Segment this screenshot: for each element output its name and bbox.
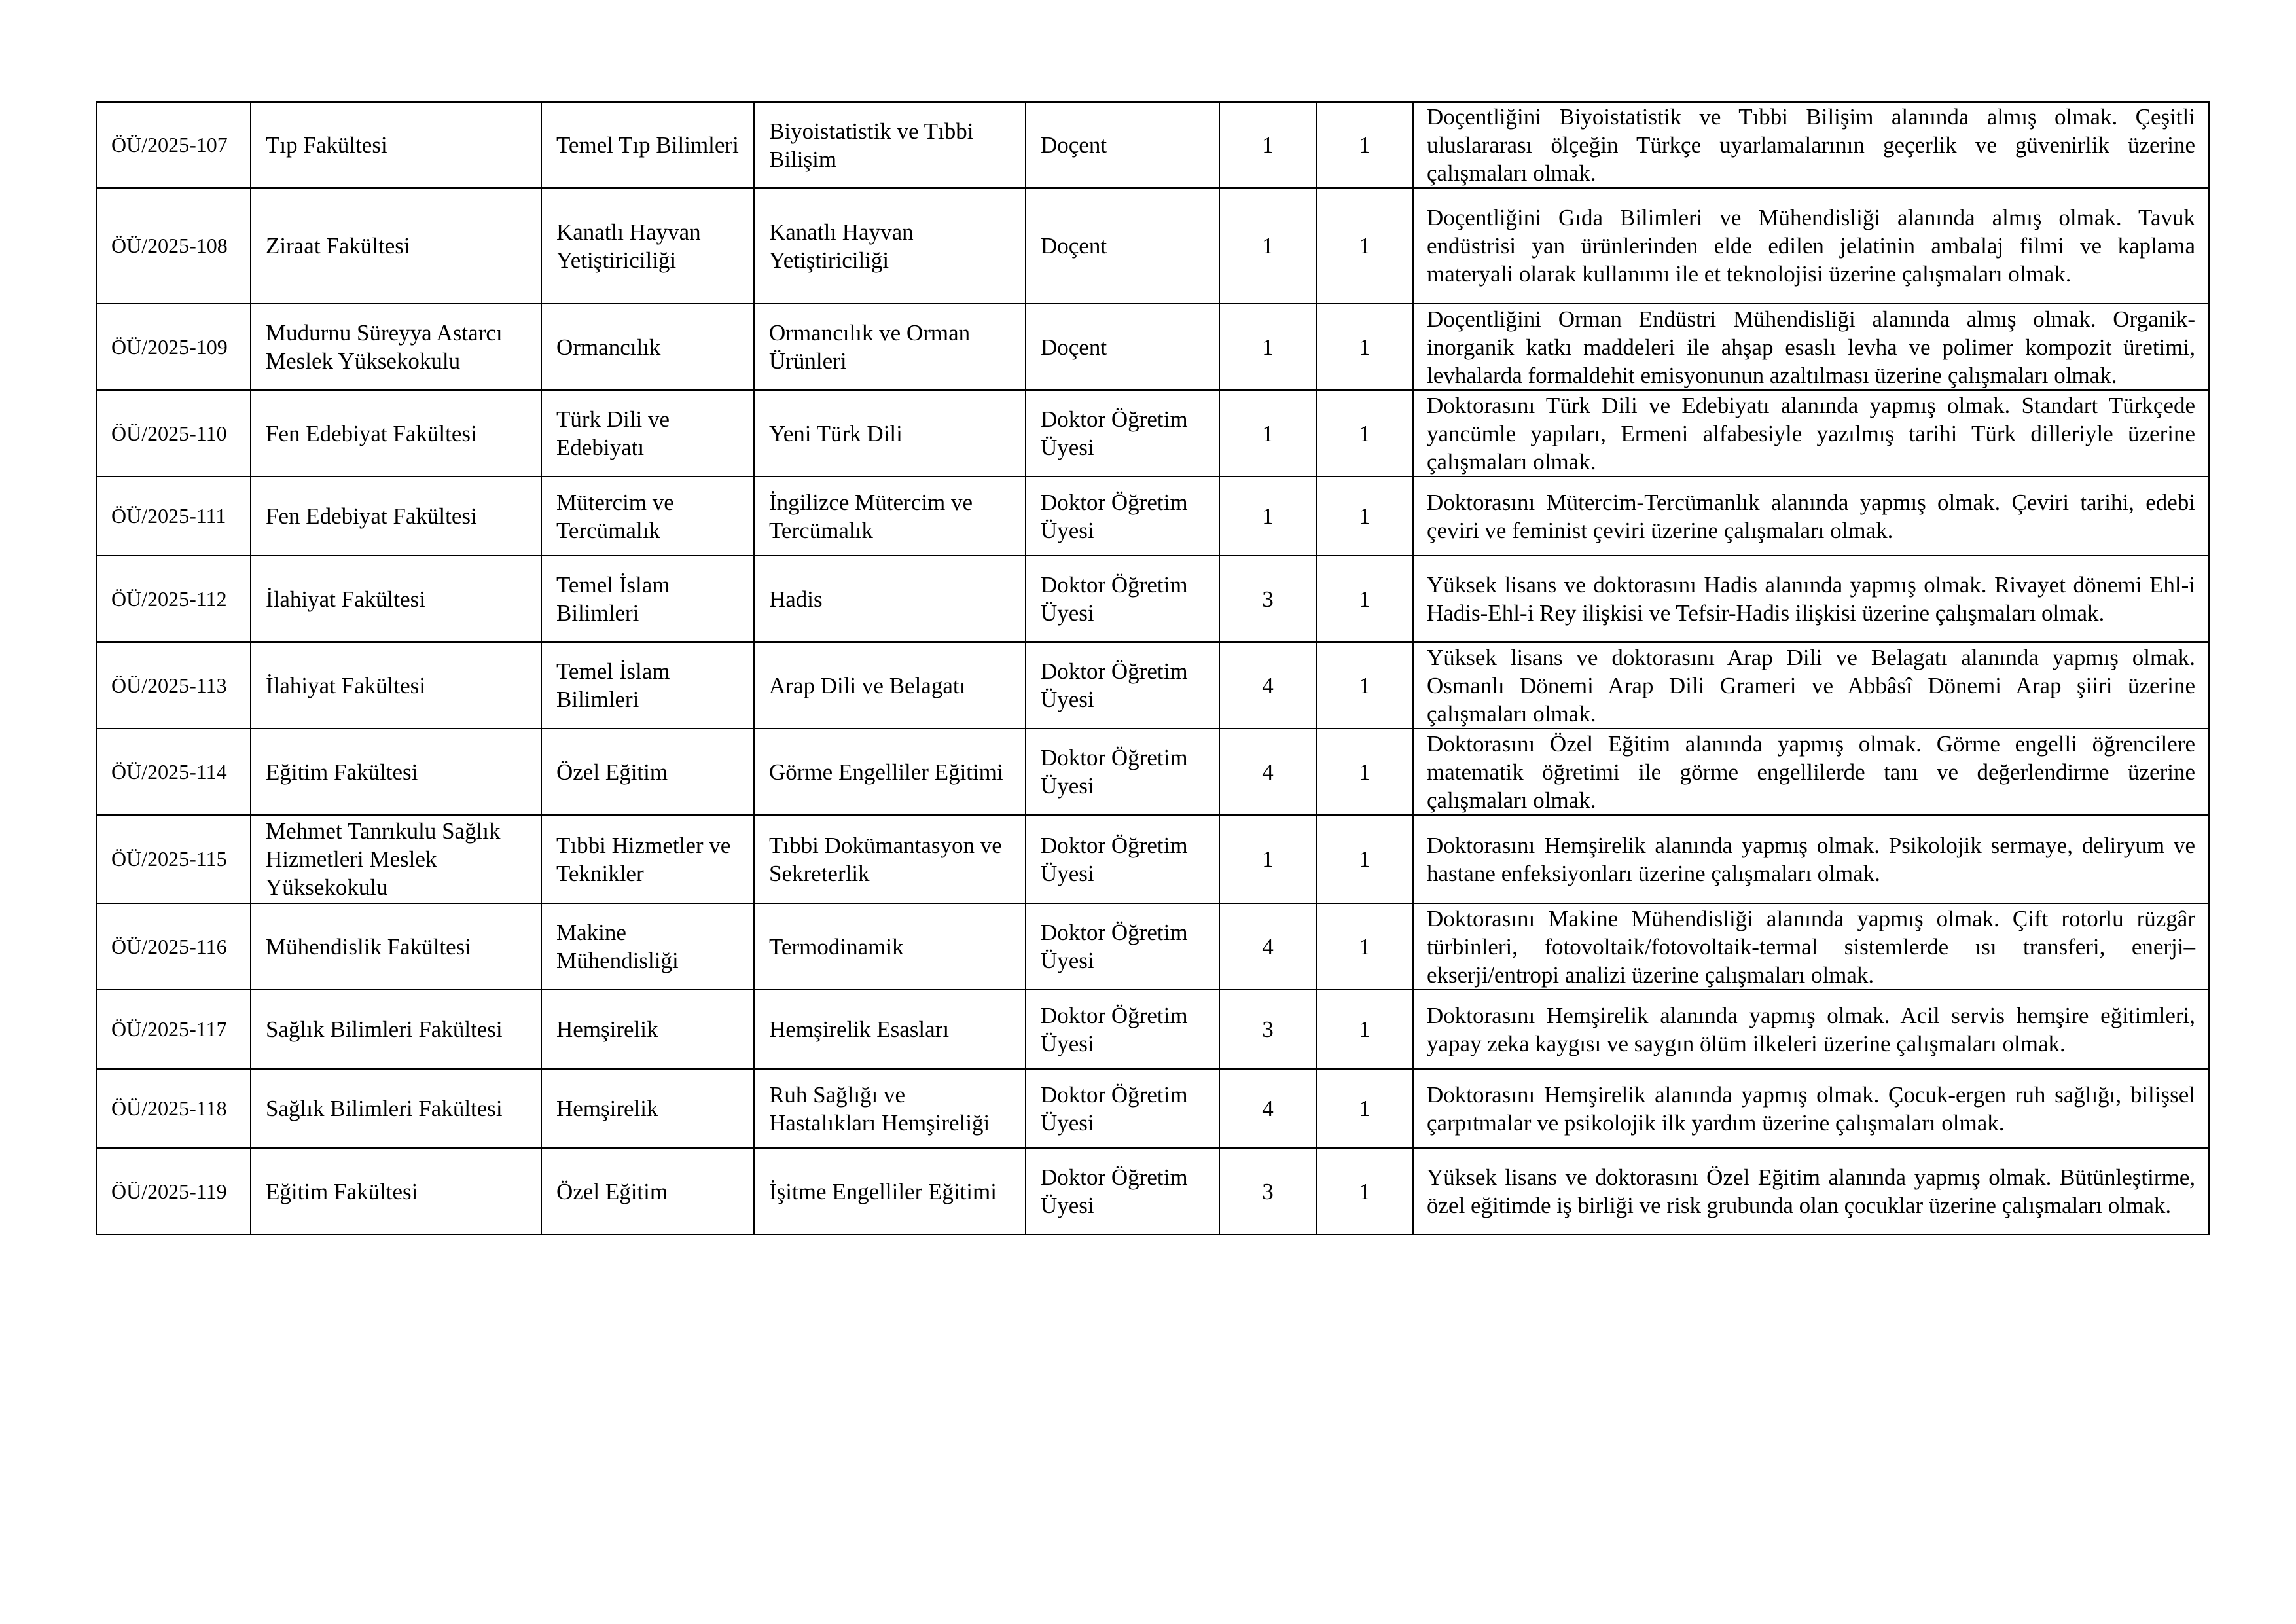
description-cell: Doktorasını Hemşirelik alanında yapmış olmak. Acil servis hemşire eğitimleri, yapay zeka kaygısı ve saygın ölüm ilkeleri üzerine çalışmaları olmak. bbox=[1413, 990, 2209, 1069]
faculty-cell: Eğitim Fakültesi bbox=[251, 729, 541, 815]
program-cell: Biyoistatistik ve Tıbbi Bilişim bbox=[754, 102, 1026, 188]
count-cell: 4 bbox=[1219, 642, 1316, 729]
description-cell: Yüksek lisans ve doktorasını Arap Dili ve Belagatı alanında yapmış olmak. Osmanlı Dönemi Arap Dili Grameri ve Abbâsî Dönemi Arap şiiri üzerine çalışmaları olmak. bbox=[1413, 642, 2209, 729]
count-cell: 1 bbox=[1219, 815, 1316, 903]
description-cell: Doktorasını Özel Eğitim alanında yapmış olmak. Görme engelli öğrencilere matematik öğretimi ile görme engellilerde tanı ve değerlendirme üzerine çalışmaları olmak. bbox=[1413, 729, 2209, 815]
position-code: ÖÜ/2025-115 bbox=[96, 815, 251, 903]
count-cell: 3 bbox=[1219, 990, 1316, 1069]
faculty-cell: Ziraat Fakültesi bbox=[251, 188, 541, 304]
program-cell: Arap Dili ve Belagatı bbox=[754, 642, 1026, 729]
position-code: ÖÜ/2025-119 bbox=[96, 1148, 251, 1235]
faculty-cell: Sağlık Bilimleri Fakültesi bbox=[251, 990, 541, 1069]
count-cell: 1 bbox=[1219, 477, 1316, 556]
count2-cell: 1 bbox=[1316, 390, 1413, 477]
count2-cell: 1 bbox=[1316, 102, 1413, 188]
faculty-cell: İlahiyat Fakültesi bbox=[251, 556, 541, 642]
table-row bbox=[96, 815, 2209, 903]
table-row bbox=[96, 642, 2209, 729]
position-code: ÖÜ/2025-118 bbox=[96, 1069, 251, 1148]
faculty-cell: İlahiyat Fakültesi bbox=[251, 642, 541, 729]
description-cell: Doçentliğini Gıda Bilimleri ve Mühendisliği alanında almış olmak. Tavuk endüstrisi yan ürünlerinden elde edilen jelatinin ambalaj filmi ve kaplama materyali olarak kullanımı ile et teknolojisi üzerine çalışmaları olmak. bbox=[1413, 188, 2209, 304]
table-row bbox=[96, 1069, 2209, 1148]
title-cell: Doktor Öğretim Üyesi bbox=[1026, 642, 1219, 729]
faculty-cell: Eğitim Fakültesi bbox=[251, 1148, 541, 1235]
program-cell: Hemşirelik Esasları bbox=[754, 990, 1026, 1069]
department-cell: Kanatlı Hayvan Yetiştiriciliği bbox=[541, 188, 754, 304]
department-cell: Ormancılık bbox=[541, 304, 754, 390]
count-cell: 4 bbox=[1219, 1069, 1316, 1148]
faculty-cell: Sağlık Bilimleri Fakültesi bbox=[251, 1069, 541, 1148]
department-cell: Özel Eğitim bbox=[541, 1148, 754, 1235]
faculty-cell: Mühendislik Fakültesi bbox=[251, 903, 541, 990]
program-cell: Hadis bbox=[754, 556, 1026, 642]
count-cell: 4 bbox=[1219, 729, 1316, 815]
title-cell: Doktor Öğretim Üyesi bbox=[1026, 1148, 1219, 1235]
description-cell: Doçentliğini Orman Endüstri Mühendisliği alanında almış olmak. Organik-inorganik katkı maddeleri ile ahşap esaslı levha ve polimer kompozit üretimi, levhalarda formaldehit emisyonunun azaltılması üzerine çalışmaları olmak. bbox=[1413, 304, 2209, 390]
program-cell: Ormancılık ve Orman Ürünleri bbox=[754, 304, 1026, 390]
description-cell: Yüksek lisans ve doktorasını Hadis alanında yapmış olmak. Rivayet dönemi Ehl-i Hadis-Ehl-i Rey ilişkisi ve Tefsir-Hadis ilişkisi üzerine çalışmaları olmak. bbox=[1413, 556, 2209, 642]
count2-cell: 1 bbox=[1316, 188, 1413, 304]
table-row bbox=[96, 903, 2209, 990]
title-cell: Doçent bbox=[1026, 304, 1219, 390]
count-cell: 3 bbox=[1219, 1148, 1316, 1235]
count-cell: 4 bbox=[1219, 903, 1316, 990]
count2-cell: 1 bbox=[1316, 990, 1413, 1069]
title-cell: Doktor Öğretim Üyesi bbox=[1026, 477, 1219, 556]
count2-cell: 1 bbox=[1316, 556, 1413, 642]
description-cell: Doktorasını Türk Dili ve Edebiyatı alanında yapmış olmak. Standart Türkçede yancümle yapıları, Ermeni alfabesiyle yazılmış tarihi Türk dilleriyle üzerine çalışmaları olmak. bbox=[1413, 390, 2209, 477]
count-cell: 1 bbox=[1219, 304, 1316, 390]
count-cell: 1 bbox=[1219, 102, 1316, 188]
position-code: ÖÜ/2025-113 bbox=[96, 642, 251, 729]
count2-cell: 1 bbox=[1316, 903, 1413, 990]
department-cell: Mütercim ve Tercümalık bbox=[541, 477, 754, 556]
program-cell: İşitme Engelliler Eğitimi bbox=[754, 1148, 1026, 1235]
faculty-cell: Tıp Fakültesi bbox=[251, 102, 541, 188]
table-row bbox=[96, 990, 2209, 1069]
count2-cell: 1 bbox=[1316, 304, 1413, 390]
count-cell: 1 bbox=[1219, 188, 1316, 304]
position-code: ÖÜ/2025-110 bbox=[96, 390, 251, 477]
title-cell: Doktor Öğretim Üyesi bbox=[1026, 556, 1219, 642]
program-cell: Termodinamik bbox=[754, 903, 1026, 990]
table-row bbox=[96, 477, 2209, 556]
program-cell: Ruh Sağlığı ve Hastalıkları Hemşireliği bbox=[754, 1069, 1026, 1148]
department-cell: Temel Tıp Bilimleri bbox=[541, 102, 754, 188]
table-row bbox=[96, 390, 2209, 477]
table-row bbox=[96, 556, 2209, 642]
description-cell: Doktorasını Hemşirelik alanında yapmış olmak. Çocuk-ergen ruh sağlığı, bilişsel çarpıtmalar ve psikolojik ilk yardım üzerine çalışmaları olmak. bbox=[1413, 1069, 2209, 1148]
count2-cell: 1 bbox=[1316, 815, 1413, 903]
faculty-cell: Fen Edebiyat Fakültesi bbox=[251, 477, 541, 556]
position-code: ÖÜ/2025-107 bbox=[96, 102, 251, 188]
department-cell: Temel İslam Bilimleri bbox=[541, 642, 754, 729]
department-cell: Tıbbi Hizmetler ve Teknikler bbox=[541, 815, 754, 903]
title-cell: Doktor Öğretim Üyesi bbox=[1026, 729, 1219, 815]
department-cell: Hemşirelik bbox=[541, 1069, 754, 1148]
title-cell: Doktor Öğretim Üyesi bbox=[1026, 990, 1219, 1069]
count2-cell: 1 bbox=[1316, 1148, 1413, 1235]
department-cell: Özel Eğitim bbox=[541, 729, 754, 815]
program-cell: Tıbbi Dokümantasyon ve Sekreterlik bbox=[754, 815, 1026, 903]
department-cell: Hemşirelik bbox=[541, 990, 754, 1069]
position-code: ÖÜ/2025-112 bbox=[96, 556, 251, 642]
faculty-cell: Mehmet Tanrıkulu Sağlık Hizmetleri Meslek Yüksekokulu bbox=[251, 815, 541, 903]
position-code: ÖÜ/2025-109 bbox=[96, 304, 251, 390]
position-code: ÖÜ/2025-116 bbox=[96, 903, 251, 990]
count2-cell: 1 bbox=[1316, 1069, 1413, 1148]
department-cell: Temel İslam Bilimleri bbox=[541, 556, 754, 642]
title-cell: Doktor Öğretim Üyesi bbox=[1026, 903, 1219, 990]
title-cell: Doktor Öğretim Üyesi bbox=[1026, 390, 1219, 477]
table-row bbox=[96, 1148, 2209, 1235]
description-cell: Doktorasını Mütercim-Tercümanlık alanında yapmış olmak. Çeviri tarihi, edebi çeviri ve feminist çeviri üzerine çalışmaları olmak. bbox=[1413, 477, 2209, 556]
count2-cell: 1 bbox=[1316, 477, 1413, 556]
program-cell: Yeni Türk Dili bbox=[754, 390, 1026, 477]
position-code: ÖÜ/2025-108 bbox=[96, 188, 251, 304]
department-cell: Makine Mühendisliği bbox=[541, 903, 754, 990]
position-code: ÖÜ/2025-111 bbox=[96, 477, 251, 556]
title-cell: Doktor Öğretim Üyesi bbox=[1026, 1069, 1219, 1148]
faculty-cell: Mudurnu Süreyya Astarcı Meslek Yüksekokulu bbox=[251, 304, 541, 390]
faculty-cell: Fen Edebiyat Fakültesi bbox=[251, 390, 541, 477]
count-cell: 3 bbox=[1219, 556, 1316, 642]
table-row bbox=[96, 304, 2209, 390]
count-cell: 1 bbox=[1219, 390, 1316, 477]
table-row bbox=[96, 188, 2209, 304]
program-cell: Kanatlı Hayvan Yetiştiriciliği bbox=[754, 188, 1026, 304]
department-cell: Türk Dili ve Edebiyatı bbox=[541, 390, 754, 477]
positions-table bbox=[96, 101, 2210, 1235]
position-code: ÖÜ/2025-117 bbox=[96, 990, 251, 1069]
count2-cell: 1 bbox=[1316, 729, 1413, 815]
description-cell: Yüksek lisans ve doktorasını Özel Eğitim alanında yapmış olmak. Bütünleştirme, özel eğitimde iş birliği ve risk grubunda olan çocuklar üzerine çalışmaları olmak. bbox=[1413, 1148, 2209, 1235]
description-cell: Doçentliğini Biyoistatistik ve Tıbbi Bilişim alanında almış olmak. Çeşitli uluslararası ölçeğin Türkçe uyarlamalarının geçerlik ve güvenirlik üzerine çalışmaları olmak. bbox=[1413, 102, 2209, 188]
program-cell: Görme Engelliler Eğitimi bbox=[754, 729, 1026, 815]
table-row bbox=[96, 102, 2209, 188]
description-cell: Doktorasını Hemşirelik alanında yapmış olmak. Psikolojik sermaye, deliryum ve hastane enfeksiyonları üzerine çalışmaları olmak. bbox=[1413, 815, 2209, 903]
count2-cell: 1 bbox=[1316, 642, 1413, 729]
title-cell: Doçent bbox=[1026, 188, 1219, 304]
position-code: ÖÜ/2025-114 bbox=[96, 729, 251, 815]
title-cell: Doktor Öğretim Üyesi bbox=[1026, 815, 1219, 903]
description-cell: Doktorasını Makine Mühendisliği alanında yapmış olmak. Çift rotorlu rüzgâr türbinleri, fotovoltaik/fotovoltaik-termal sistemlerde ısı transferi, enerji–ekserji/entropi analizi üzerine çalışmaları olmak. bbox=[1413, 903, 2209, 990]
title-cell: Doçent bbox=[1026, 102, 1219, 188]
program-cell: İngilizce Mütercim ve Tercümalık bbox=[754, 477, 1026, 556]
table-row bbox=[96, 729, 2209, 815]
